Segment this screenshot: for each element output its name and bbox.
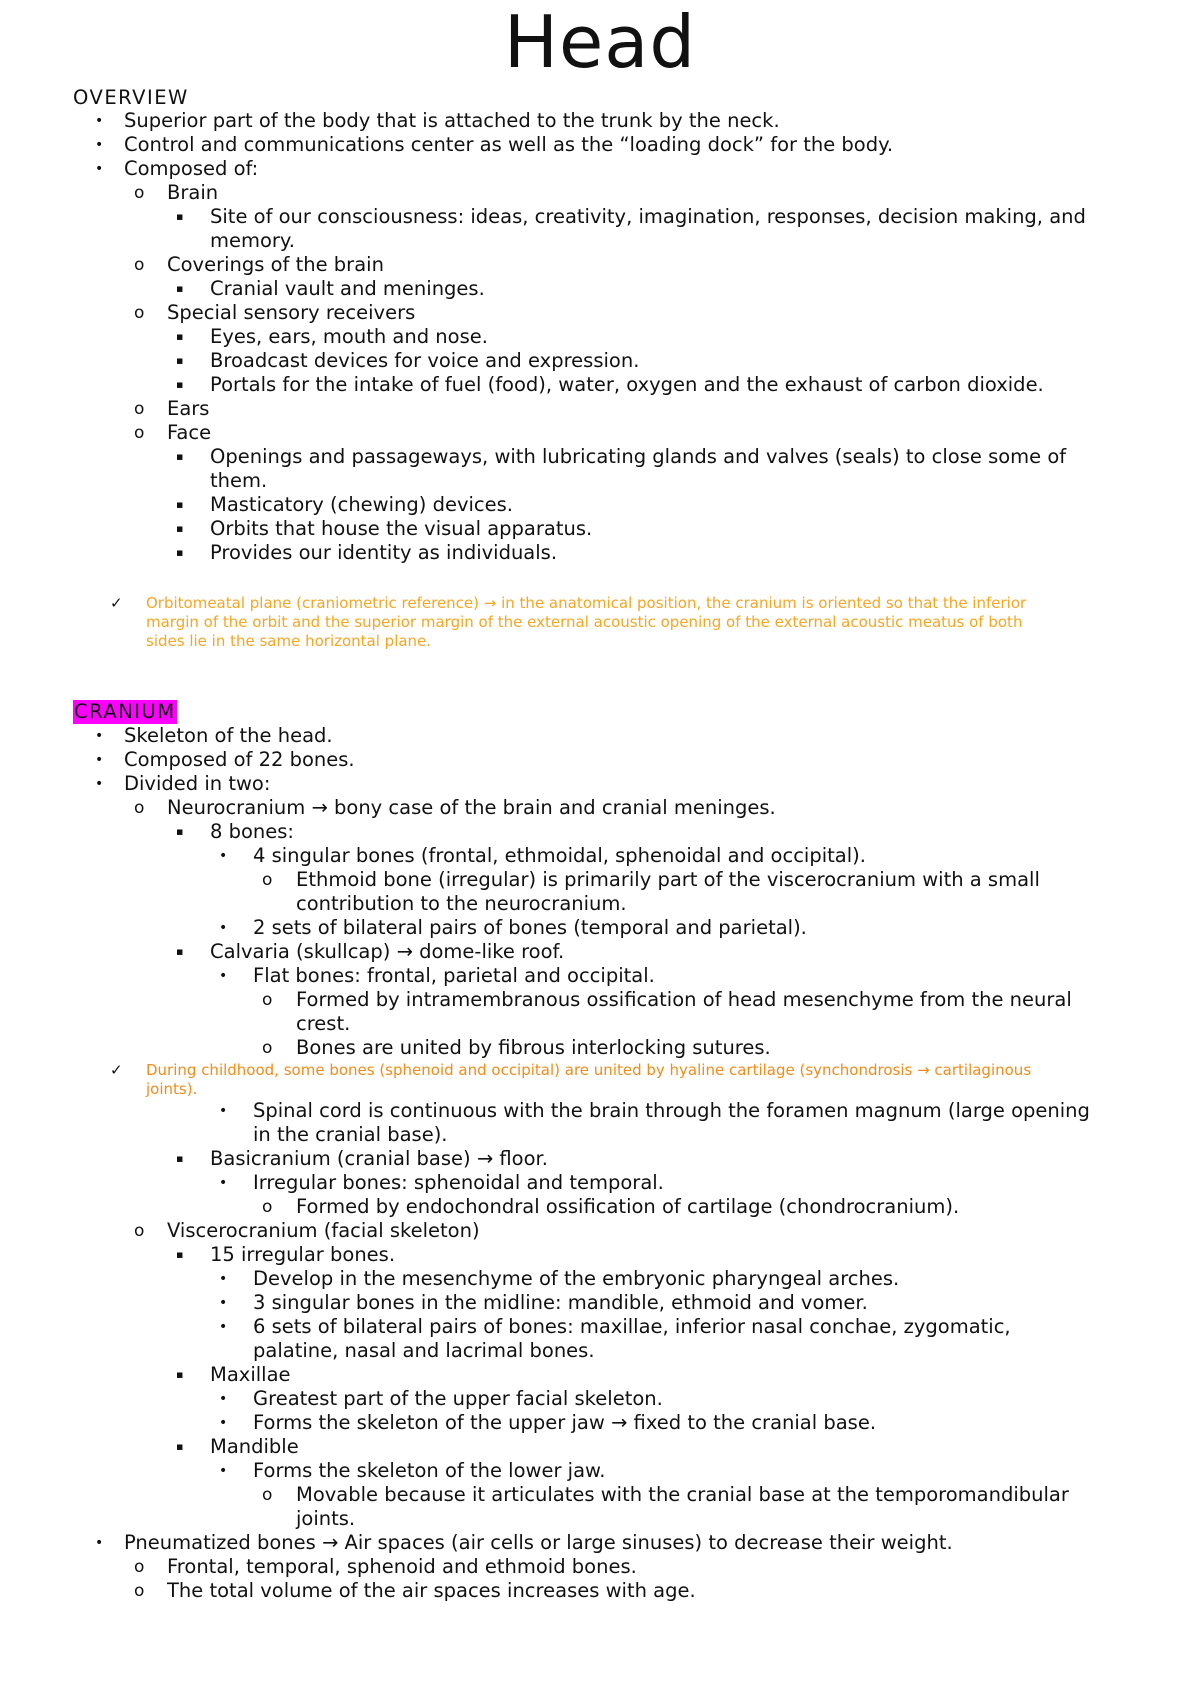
checkmark-icon: ✓ <box>110 594 123 612</box>
note-line: During childhood, some bones (sphenoid and occipital) are united by hyaline cartilage (synchondrosis → cartilaginous <box>146 1061 1032 1079</box>
list-bullet-icon: ▪ <box>176 498 184 511</box>
list-bullet-icon: o <box>134 1557 145 1577</box>
list-bullet-icon: • <box>219 1415 228 1431</box>
note-line: margin of the orbit and the superior margin of the external acoustic opening of the external acoustic meatus of both <box>146 613 1023 631</box>
list-bullet-icon: o <box>134 1581 145 1601</box>
page-title: Head <box>503 0 697 84</box>
list-bullet-icon: ▪ <box>176 522 184 535</box>
list-bullet-icon: • <box>219 1295 228 1311</box>
list-bullet-icon: o <box>134 255 145 275</box>
list-item: palatine, nasal and lacrimal bones. <box>253 1339 595 1362</box>
list-bullet-icon: ▪ <box>176 1152 184 1165</box>
list-item: Brain <box>167 181 219 204</box>
list-item: Formed by intramembranous ossification of head mesenchyme from the neural <box>296 988 1072 1011</box>
list-item: Divided in two: <box>124 772 271 795</box>
list-bullet-icon: ▪ <box>176 825 184 838</box>
list-bullet-icon: ▪ <box>176 945 184 958</box>
list-item: memory. <box>210 229 295 252</box>
list-item: Coverings of the brain <box>167 253 384 276</box>
list-item: Skeleton of the head. <box>124 724 333 747</box>
list-bullet-icon: • <box>219 848 228 864</box>
list-item: Develop in the mesenchyme of the embryonic pharyngeal arches. <box>253 1267 900 1290</box>
list-bullet-icon: • <box>95 776 104 792</box>
list-item: Orbits that house the visual apparatus. <box>210 517 593 540</box>
list-bullet-icon: o <box>134 798 145 818</box>
list-item: Irregular bones: sphenoidal and temporal. <box>253 1171 664 1194</box>
checkmark-icon: ✓ <box>110 1061 123 1079</box>
list-bullet-icon: ▪ <box>176 1368 184 1381</box>
list-bullet-icon: • <box>95 1535 104 1551</box>
note-line: sides lie in the same horizontal plane. <box>146 632 432 650</box>
list-item: 2 sets of bilateral pairs of bones (temporal and parietal). <box>253 916 807 939</box>
note-line: Orbitomeatal plane (craniometric reference) → in the anatomical position, the cranium is oriented so that the inferior <box>146 594 1027 612</box>
list-item: Forms the skeleton of the lower jaw. <box>253 1459 606 1482</box>
list-item: Face <box>167 421 212 444</box>
list-bullet-icon: • <box>95 752 104 768</box>
list-bullet-icon: • <box>219 920 228 936</box>
list-item: 15 irregular bones. <box>210 1243 396 1266</box>
list-item: Flat bones: frontal, parietal and occipital. <box>253 964 655 987</box>
list-item: Cranial vault and meninges. <box>210 277 485 300</box>
list-item: Maxillae <box>210 1363 291 1386</box>
list-bullet-icon: • <box>219 1463 228 1479</box>
list-item: Site of our consciousness: ideas, creativity, imagination, responses, decision making, and <box>210 205 1086 228</box>
list-item: 3 singular bones in the midline: mandible, ethmoid and vomer. <box>253 1291 868 1314</box>
list-item: contribution to the neurocranium. <box>296 892 627 915</box>
list-item: Broadcast devices for voice and expression. <box>210 349 640 372</box>
list-item: Control and communications center as well as the “loading dock” for the body. <box>124 133 894 156</box>
list-bullet-icon: ▪ <box>176 330 184 343</box>
list-bullet-icon: ▪ <box>176 354 184 367</box>
list-item: Greatest part of the upper facial skeleton. <box>253 1387 663 1410</box>
list-bullet-icon: o <box>134 399 145 419</box>
list-item: 4 singular bones (frontal, ethmoidal, sphenoidal and occipital). <box>253 844 866 867</box>
list-bullet-icon: • <box>219 1103 228 1119</box>
list-bullet-icon: • <box>95 137 104 153</box>
list-item: Ethmoid bone (irregular) is primarily part of the viscerocranium with a small <box>296 868 1040 891</box>
list-item: Forms the skeleton of the upper jaw → fixed to the cranial base. <box>253 1411 877 1434</box>
list-bullet-icon: • <box>219 1391 228 1407</box>
list-item: Special sensory receivers <box>167 301 416 324</box>
list-item: Mandible <box>210 1435 299 1458</box>
list-item: Composed of: <box>124 157 259 180</box>
list-bullet-icon: o <box>134 423 145 443</box>
list-item: Basicranium (cranial base) → floor. <box>210 1147 548 1170</box>
list-bullet-icon: o <box>262 1197 273 1217</box>
list-item: Superior part of the body that is attached to the trunk by the neck. <box>124 109 780 132</box>
list-bullet-icon: • <box>95 728 104 744</box>
list-item: joints. <box>296 1507 356 1530</box>
list-bullet-icon: o <box>262 1038 273 1058</box>
list-bullet-icon: ▪ <box>176 546 184 559</box>
list-item: Frontal, temporal, sphenoid and ethmoid bones. <box>167 1555 637 1578</box>
list-item: 6 sets of bilateral pairs of bones: maxillae, inferior nasal conchae, zygomatic, <box>253 1315 1011 1338</box>
list-item: Neurocranium → bony case of the brain and cranial meninges. <box>167 796 776 819</box>
list-item: Ears <box>167 397 210 420</box>
list-item: in the cranial base). <box>253 1123 448 1146</box>
list-item: crest. <box>296 1012 351 1035</box>
list-item: Pneumatized bones → Air spaces (air cells or large sinuses) to decrease their weight. <box>124 1531 953 1554</box>
list-item: Spinal cord is continuous with the brain through the foramen magnum (large opening <box>253 1099 1090 1122</box>
list-bullet-icon: • <box>95 113 104 129</box>
list-bullet-icon: • <box>219 968 228 984</box>
list-item: Composed of 22 bones. <box>124 748 355 771</box>
list-item: Portals for the intake of fuel (food), water, oxygen and the exhaust of carbon dioxide. <box>210 373 1044 396</box>
list-bullet-icon: ▪ <box>176 450 184 463</box>
list-bullet-icon: o <box>134 303 145 323</box>
section-heading-overview: OVERVIEW <box>73 86 189 109</box>
list-bullet-icon: • <box>219 1175 228 1191</box>
list-bullet-icon: ▪ <box>176 1248 184 1261</box>
list-item: Eyes, ears, mouth and nose. <box>210 325 488 348</box>
list-item: Formed by endochondral ossification of cartilage (chondrocranium). <box>296 1195 960 1218</box>
list-bullet-icon: • <box>219 1319 228 1335</box>
list-item: 8 bones: <box>210 820 294 843</box>
list-item: Bones are united by fibrous interlocking sutures. <box>296 1036 771 1059</box>
list-item: Viscerocranium (facial skeleton) <box>167 1219 480 1242</box>
list-item: Openings and passageways, with lubricating glands and valves (seals) to close some of <box>210 445 1067 468</box>
list-bullet-icon: • <box>219 1271 228 1287</box>
list-bullet-icon: ▪ <box>176 210 184 223</box>
list-bullet-icon: ▪ <box>176 282 184 295</box>
list-bullet-icon: o <box>262 870 273 890</box>
list-bullet-icon: • <box>95 161 104 177</box>
section-heading-cranium: CRANIUM <box>74 700 176 723</box>
list-item: Movable because it articulates with the cranial base at the temporomandibular <box>296 1483 1069 1506</box>
list-item: Masticatory (chewing) devices. <box>210 493 514 516</box>
list-item: Provides our identity as individuals. <box>210 541 558 564</box>
list-bullet-icon: ▪ <box>176 1440 184 1453</box>
list-item: The total volume of the air spaces increases with age. <box>167 1579 696 1602</box>
list-item: Calvaria (skullcap) → dome-like roof. <box>210 940 565 963</box>
list-bullet-icon: o <box>134 1221 145 1241</box>
list-bullet-icon: o <box>262 990 273 1010</box>
note-line: joints). <box>146 1080 198 1098</box>
list-bullet-icon: ▪ <box>176 378 184 391</box>
list-bullet-icon: o <box>262 1485 273 1505</box>
list-bullet-icon: o <box>134 183 145 203</box>
list-item: them. <box>210 469 268 492</box>
